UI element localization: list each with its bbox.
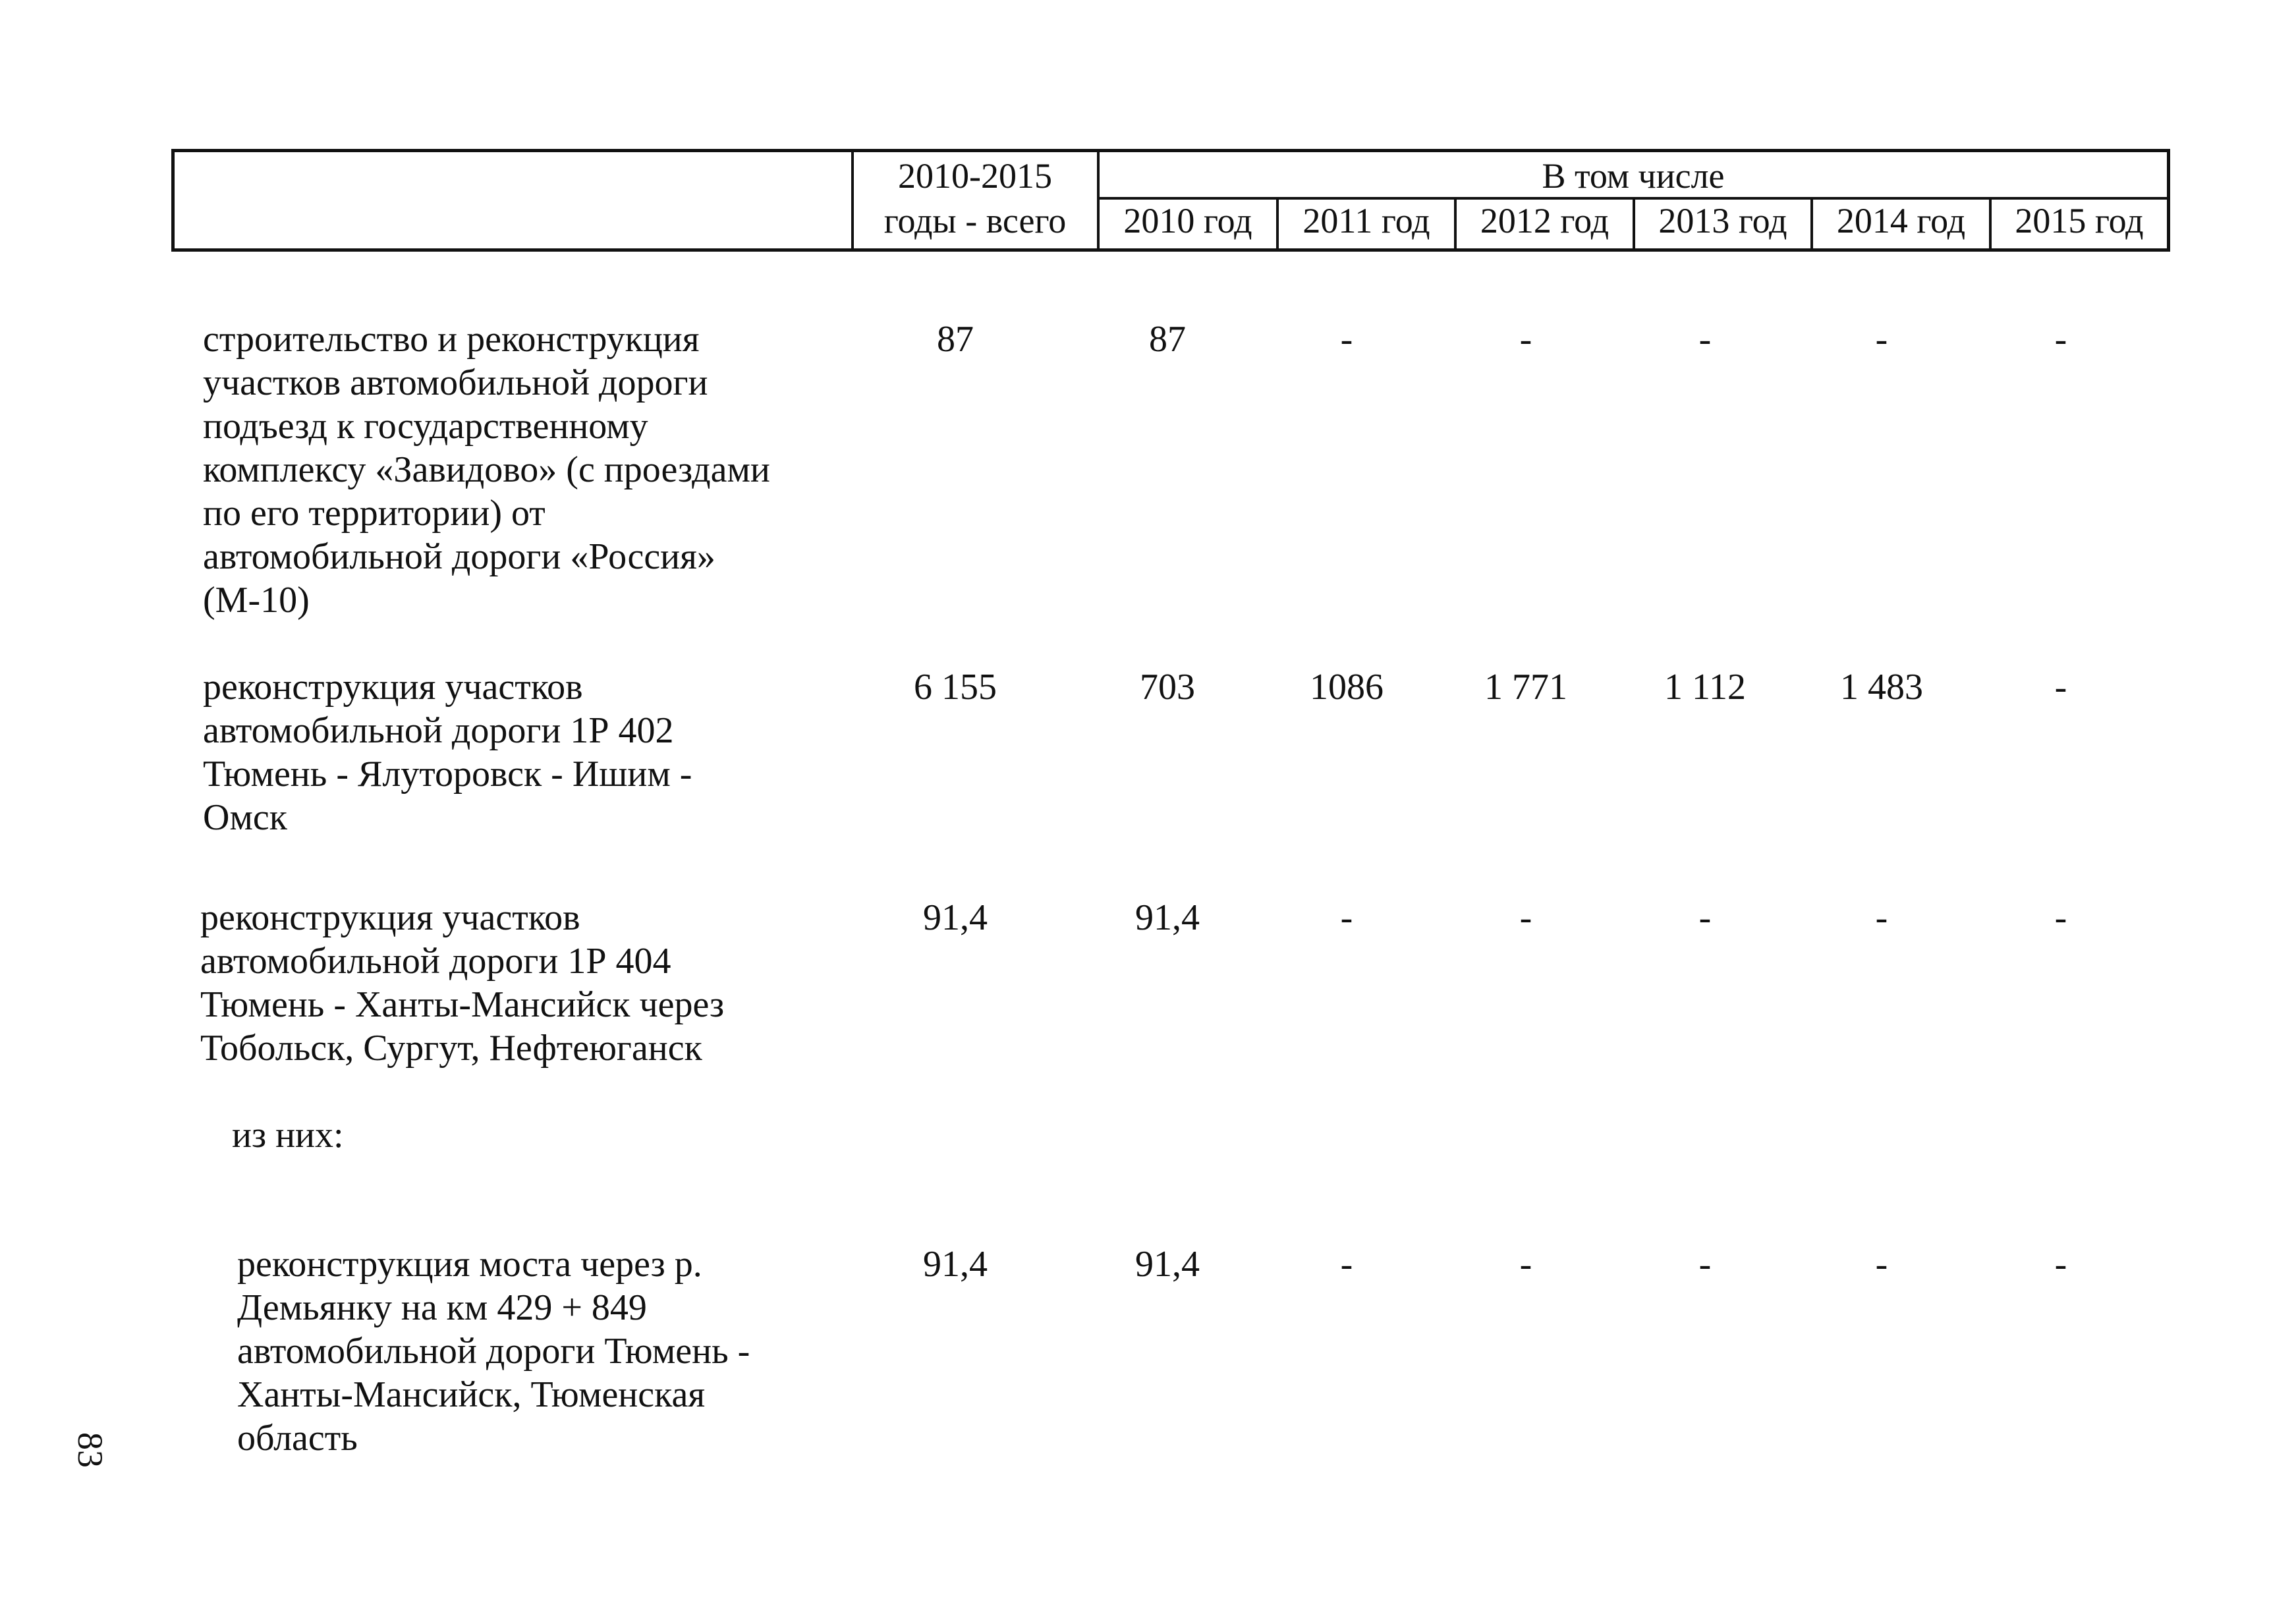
page-number: 83 xyxy=(70,1432,110,1468)
header-year: 2013 год xyxy=(1658,201,1787,240)
header-divider xyxy=(1097,197,2167,200)
header-year: 2012 год xyxy=(1480,201,1610,240)
header-total-line1: 2010-2015 xyxy=(898,156,1052,196)
row-total: 91,4 xyxy=(923,1244,988,1285)
header-year: 2010 год xyxy=(1123,201,1252,240)
row-value: 1 112 xyxy=(1664,667,1746,708)
row-subheading: из них: xyxy=(232,1115,344,1156)
row-value: - xyxy=(1340,897,1353,938)
header-group-label: В том числе xyxy=(1542,156,1725,196)
row-value: 1 483 xyxy=(1840,667,1923,708)
row-value: - xyxy=(1698,319,1712,360)
row-value: - xyxy=(1340,1244,1353,1285)
row-value: 703 xyxy=(1140,667,1195,708)
row-value: - xyxy=(1875,1244,1888,1285)
row-value: - xyxy=(1519,319,1532,360)
header-year: 2011 год xyxy=(1302,201,1430,240)
row-value: 1086 xyxy=(1310,667,1384,708)
row-value: - xyxy=(1519,897,1532,938)
row-label: строительство и реконструкция участков автомобильной дороги подъезд к государственному комплексу «Завидово» (с проездами по его территории) от автомобильной дороги «Россия» (М-10) xyxy=(203,319,770,621)
table-header xyxy=(171,149,2170,252)
row-value: - xyxy=(2054,667,2067,708)
row-value: 1 771 xyxy=(1484,667,1567,708)
row-value: - xyxy=(1875,897,1888,938)
row-value: 87 xyxy=(1149,319,1186,360)
row-label: реконструкция моста через р. Демьянку на км 429 + 849 автомобильной дороги Тюмень - Ханты-Мансийск, Тюменская область xyxy=(237,1244,750,1459)
row-value: - xyxy=(1340,319,1353,360)
row-value: - xyxy=(1519,1244,1532,1285)
row-value: - xyxy=(2054,1244,2067,1285)
row-value: - xyxy=(2054,897,2067,938)
row-value: 91,4 xyxy=(1135,897,1200,938)
row-total: 6 155 xyxy=(914,667,997,708)
row-label: реконструкция участков автомобильной дороги 1Р 404 Тюмень - Ханты-Мансийск через Тобольск, Сургут, Нефтеюганск xyxy=(200,897,725,1069)
header-year: 2015 год xyxy=(2015,201,2144,240)
row-value: - xyxy=(1875,319,1888,360)
row-total: 91,4 xyxy=(923,897,988,938)
header-total-line2: годы - всего xyxy=(883,201,1067,240)
row-value: - xyxy=(1698,1244,1712,1285)
row-value: - xyxy=(1698,897,1712,938)
header-year: 2014 год xyxy=(1836,201,1966,240)
row-value: 91,4 xyxy=(1135,1244,1200,1285)
row-total: 87 xyxy=(937,319,974,360)
row-value: - xyxy=(2054,319,2067,360)
row-label: реконструкция участков автомобильной дороги 1Р 402 Тюмень - Ялуторовск - Ишим - Омск xyxy=(203,667,692,838)
